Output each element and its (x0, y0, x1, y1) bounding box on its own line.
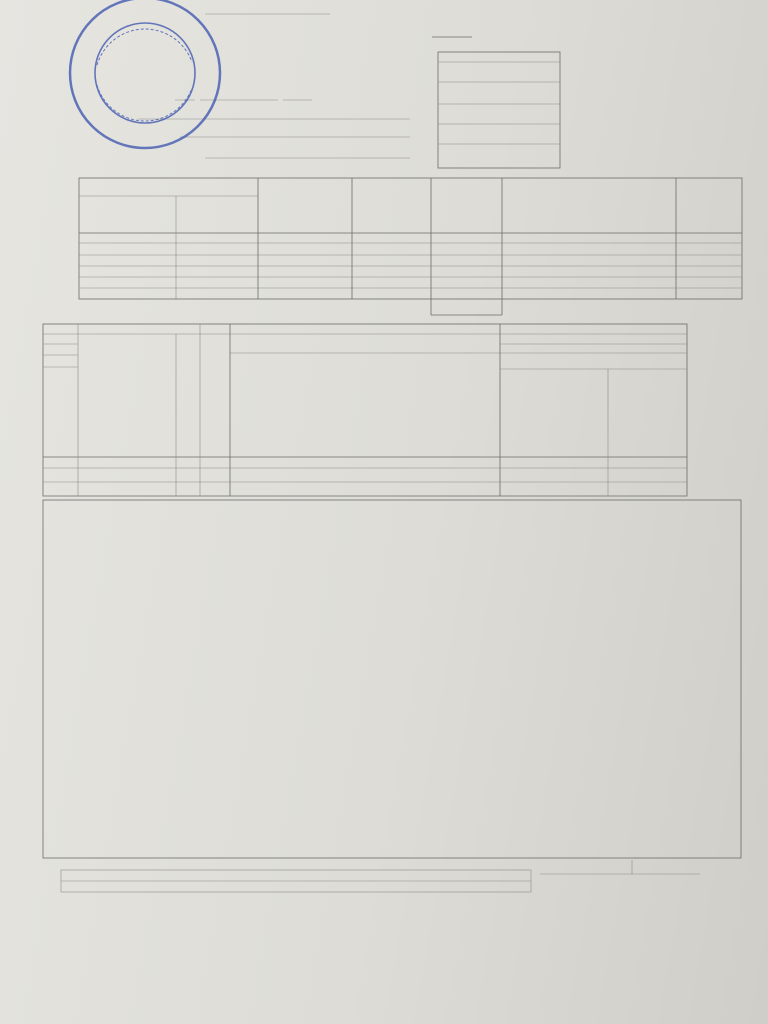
products-table (43, 324, 741, 874)
header-block (138, 14, 472, 158)
school-stamp (70, 0, 220, 148)
codes-box (438, 52, 560, 168)
footer-block (61, 870, 531, 892)
category-table (79, 178, 742, 315)
